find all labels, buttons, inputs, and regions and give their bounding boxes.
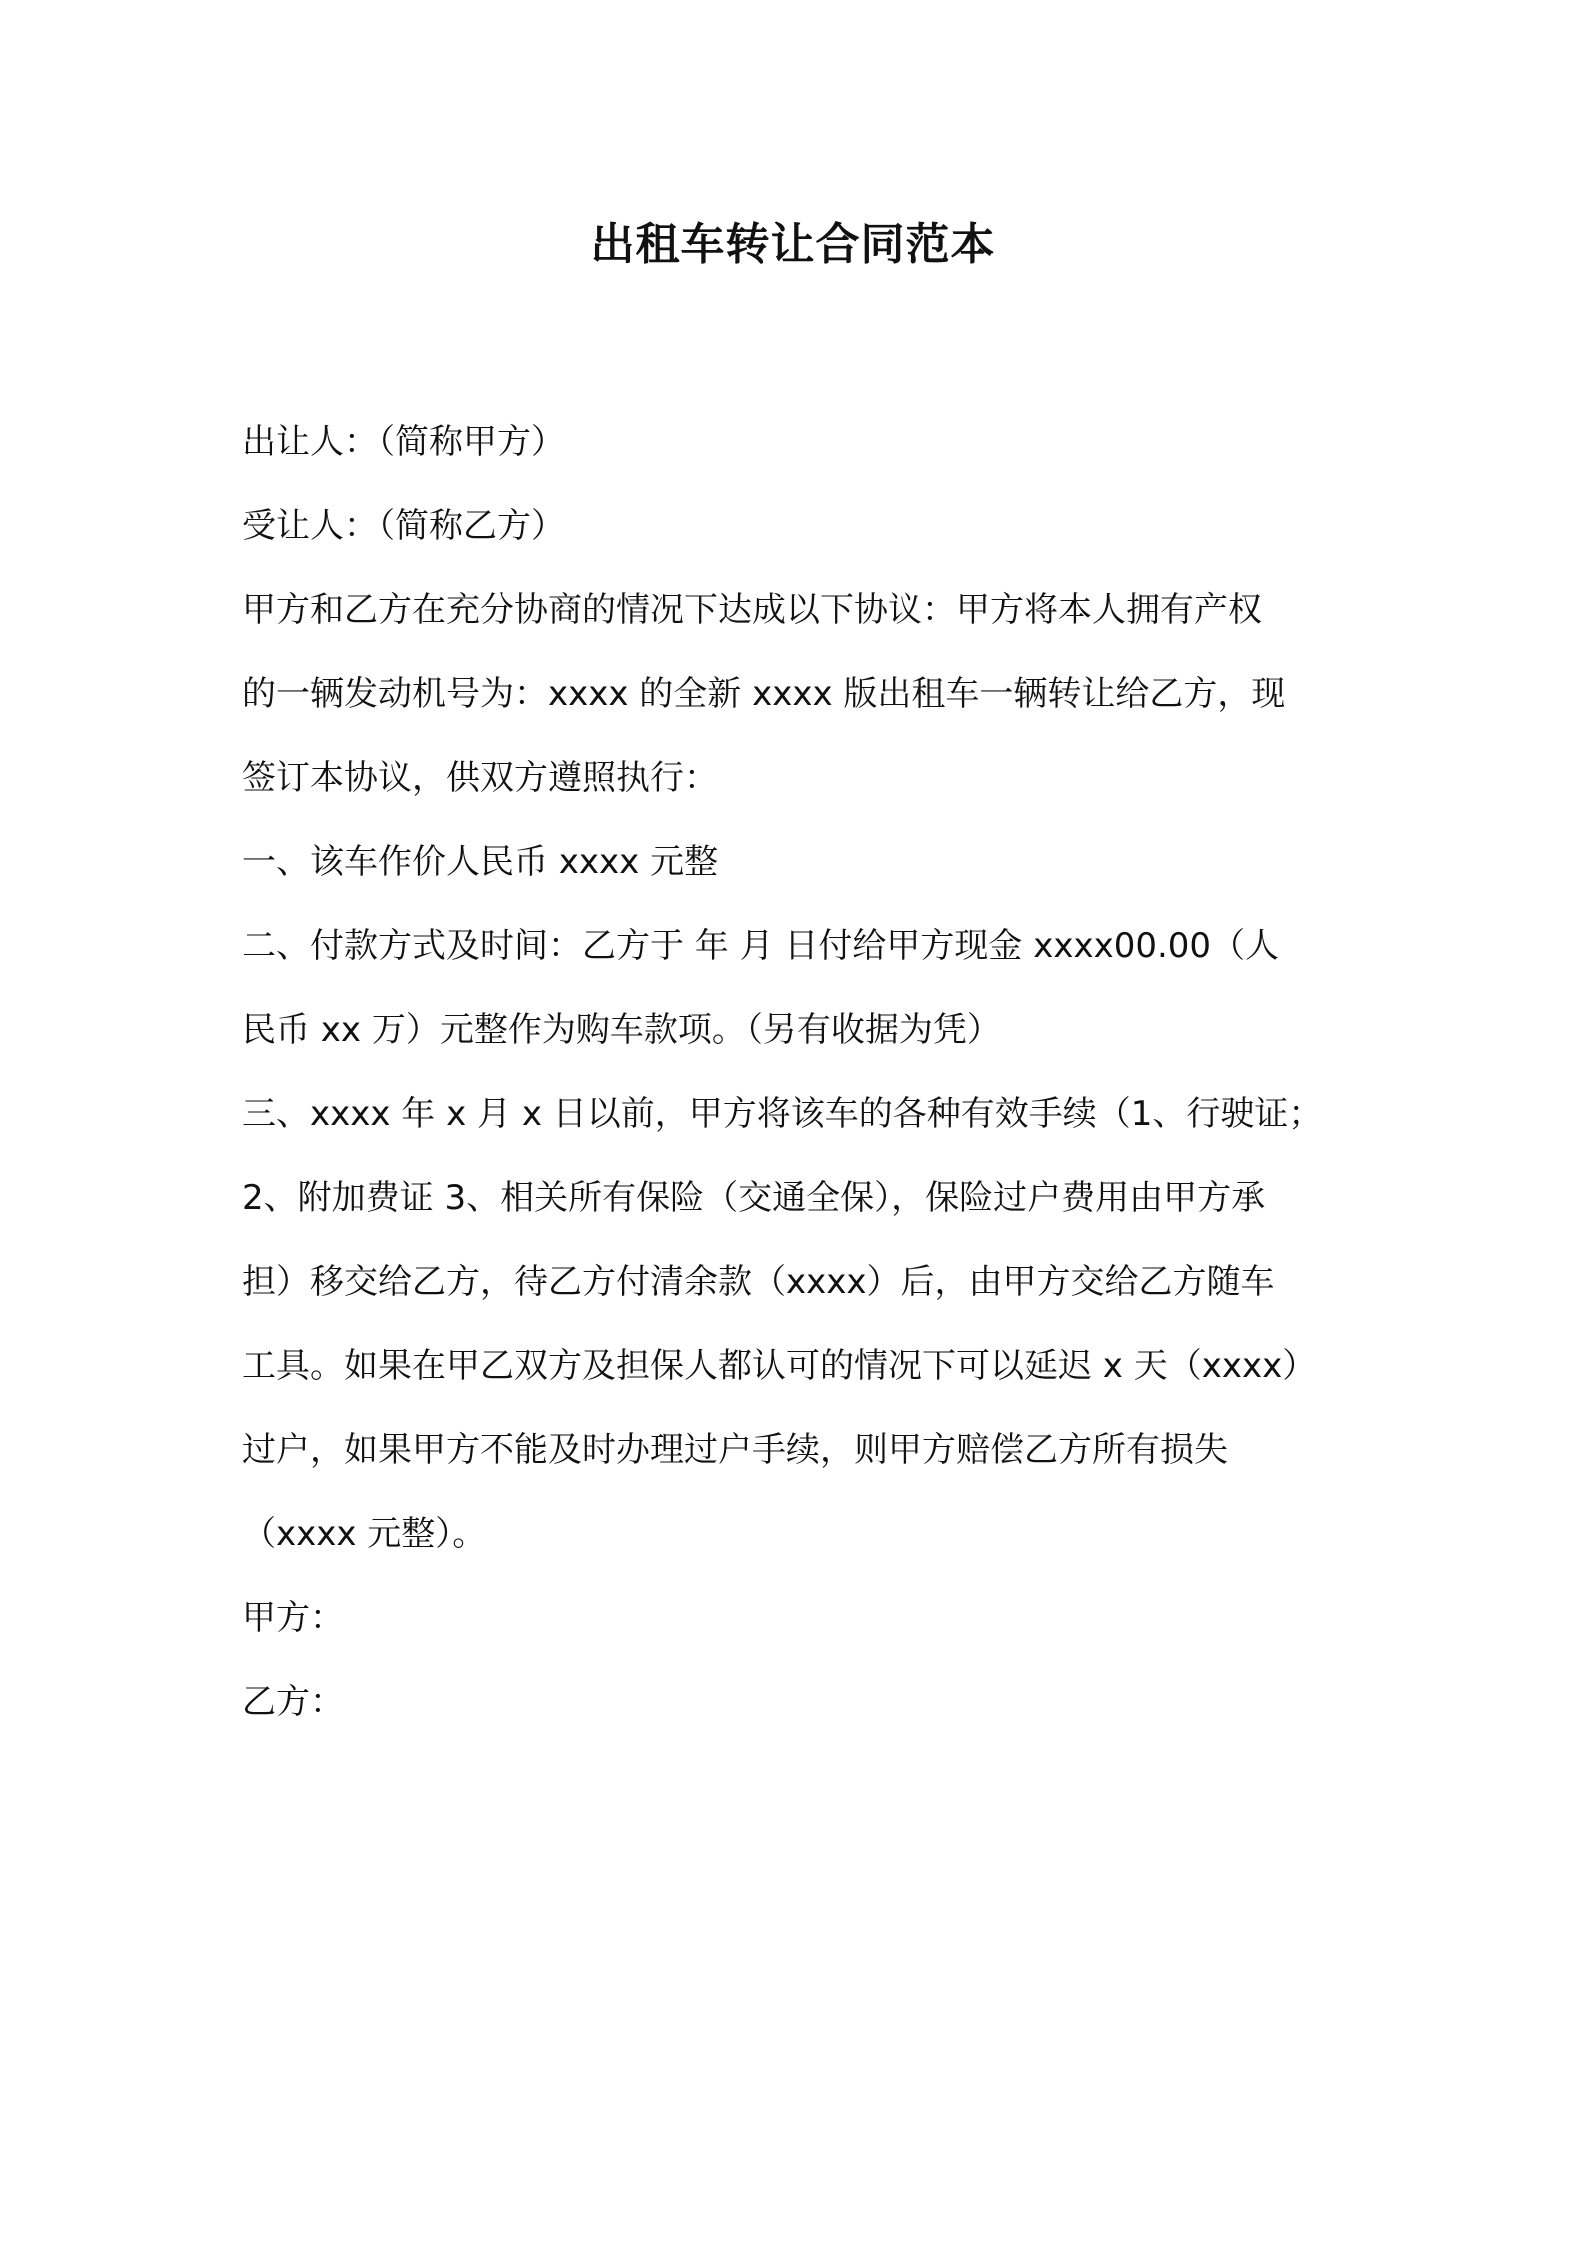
clause-3-line-4: 工具。如果在甲乙双方及担保人都认可的情况下可以延迟 x 天（xxxx） — [242, 1346, 1317, 1386]
clause-1-line: 一、该车作价人民币 xxxx 元整 — [242, 842, 719, 882]
document-body — [242, 400, 1357, 1744]
party-b-signature-line: 乙方： — [242, 1682, 344, 1722]
clause-3-line-2: 2、附加费证 3、相关所有保险（交通全保），保险过户费用由甲方承 — [242, 1178, 1266, 1218]
clause-2-line-1: 二、付款方式及时间：乙方于 年 月 日付给甲方现金 xxxx00.00（人 — [242, 926, 1280, 966]
clause-2-line-2: 民币 xx 万）元整作为购车款项。（另有收据为凭） — [242, 1010, 1001, 1050]
clause-3-line-5: 过户，如果甲方不能及时办理过户手续，则甲方赔偿乙方所有损失 — [242, 1430, 1228, 1470]
document-title: 出租车转让合同范本 — [590, 219, 996, 270]
agreement-intro-line-2: 的一辆发动机号为：xxxx 的全新 xxxx 版出租车一辆转让给乙方，现 — [242, 674, 1286, 714]
party-b-line: 受让人：（简称乙方） — [242, 506, 565, 546]
clause-3-line-1: 三、xxxx 年 x 月 x 日以前，甲方将该车的各种有效手续（1、行驶证； — [242, 1094, 1323, 1134]
agreement-intro-line-3: 签订本协议，供双方遵照执行： — [242, 758, 718, 798]
party-a-line: 出让人：（简称甲方） — [242, 422, 565, 462]
clause-3-line-6: （xxxx 元整）。 — [242, 1514, 487, 1554]
party-a-signature-line: 甲方： — [242, 1598, 344, 1638]
agreement-intro-line-1: 甲方和乙方在充分协商的情况下达成以下协议：甲方将本人拥有产权 — [242, 590, 1262, 630]
clause-3-line-3: 担）移交给乙方，待乙方付清余款（xxxx）后，由甲方交给乙方随车 — [242, 1262, 1275, 1302]
